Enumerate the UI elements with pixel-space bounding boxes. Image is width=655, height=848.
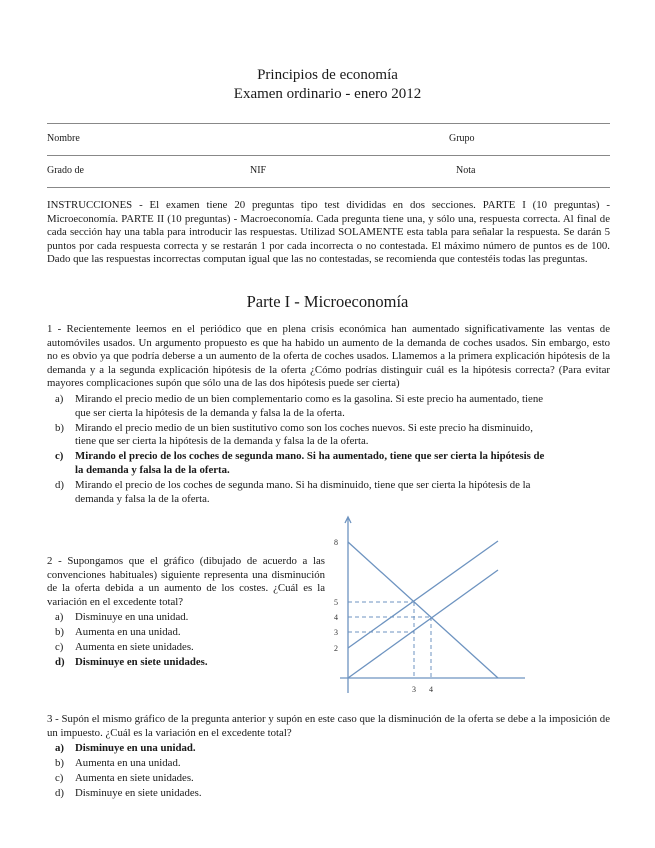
option-label: c) (55, 641, 64, 654)
option-text: Disminuye en una unidad. (75, 742, 196, 754)
field-nif: NIF (250, 165, 267, 176)
option-text: Aumenta en siete unidades. (75, 641, 194, 654)
option-text: Mirando el precio medio de un bien sustitutivo como son los coches nuevos. Si este precio ha disminuido, tiene que ser cierta la hipótesis de la demanda y falsa la de la oferta. (75, 421, 533, 448)
y-tick-label: 4 (334, 613, 338, 622)
y-tick-label: 2 (334, 644, 338, 653)
option-text: Aumenta en una unidad. (75, 626, 181, 639)
option-label: d) (55, 479, 64, 492)
option-a-correct (47, 742, 447, 756)
divider (47, 123, 610, 124)
field-nombre: Nombre (47, 133, 80, 144)
option-label: a) (55, 611, 64, 623)
field-grupo: Grupo (449, 133, 475, 144)
option-b (47, 626, 327, 640)
option-text: Mirando el precio de los coches de segunda mano. Si ha disminuido, tiene que ser cierta la hipótesis de la demanda y falsa la de la oferta. (75, 479, 531, 505)
option-d (47, 479, 547, 506)
option-b (47, 757, 447, 771)
instructions: INSTRUCCIONES - El examen tiene 20 preguntas tipo test divididas en dos secciones. PARTE I (10 preguntas) - Microeconomía. PARTE II (10 preguntas) - Macroeconomía. Cada pregunta tiene una, y sólo una, respuesta correcta. Al final de cada sección hay una tabla para introducir las respuestas. Utilizad SOLAMENTE esta tabla para señalar la respuesta. Se darán 5 puntos por cada respuesta correcta y se restarán 1 por cada incorrecta o no contestada. El máximo número de puntos es de 100. Dado que las respuestas incorrectas computan igual que las no contestadas, se recomienda que contestéis todas las preguntas. (47, 199, 610, 266)
section-title: Parte I - Microeconomía (246, 292, 409, 311)
option-a (47, 611, 327, 625)
option-c (47, 641, 327, 655)
x-tick-label: 3 (412, 685, 416, 694)
question-2-text: 2 - Supongamos que el gráfico (dibujado de acuerdo a las convenciones habituales) siguiente representa una disminución de la oferta debida a un aumento de los costes. ¿Cuál es la variación en el excedente total? (47, 555, 325, 608)
field-nota: Nota (456, 165, 476, 176)
exam-title: Principios de economía (257, 67, 398, 83)
question-1-text: 1 - Recientemente leemos en el periódico que en plena crisis económica han aumentado significativamente las ventas de automóviles usados. Un argumento propuesto es que ha habido un aumento de la demanda de coches usados. Sin embargo, esto no es obvio ya que podría deberse a un aumento de la oferta de coches usados. Llamemos a la primera explicación hipótesis de la demanda y a la segunda explicación hipótesis de la oferta ¿Cómo podrías distinguir cuál es la hipótesis correcta? (Para evitar mayores complicaciones supón que sólo una de las dos hipótesis puede ser cierta) (47, 323, 610, 390)
divider (47, 187, 610, 188)
option-label: c) (55, 450, 64, 463)
option-label: a) (55, 742, 64, 754)
option-text: Disminuye en una unidad. (75, 611, 189, 623)
y-tick-label: 3 (334, 628, 338, 637)
option-label: b) (55, 626, 64, 639)
x-tick-label: 4 (429, 685, 433, 694)
y-tick-label: 5 (334, 598, 338, 607)
exam-subtitle: Examen ordinario - enero 2012 (233, 86, 422, 102)
supply-demand-graph (320, 510, 530, 705)
question-3-options (47, 742, 447, 802)
y-tick-label: 8 (334, 538, 338, 547)
option-label: d) (55, 656, 65, 669)
option-text: Disminuye en siete unidades. (75, 787, 202, 800)
question-2-options (47, 611, 327, 671)
option-c-correct (47, 450, 547, 477)
option-label: b) (55, 757, 64, 770)
question-3-text: 3 - Supón el mismo gráfico de la pregunta anterior y supón en este caso que la disminución de la oferta se debe a la imposición de un impuesto. ¿Cuál es la variación en el excedente total? (47, 713, 610, 739)
option-text: Disminuye en siete unidades. (75, 656, 208, 669)
option-text: Aumenta en una unidad. (75, 757, 181, 770)
option-b (47, 422, 547, 449)
question-1-options (47, 393, 547, 508)
option-label: d) (55, 787, 64, 800)
supply-curve-original (348, 570, 498, 678)
option-text: Mirando el precio de los coches de segunda mano. Si ha aumentado, tiene que ser cierta la hipótesis de la demanda y falsa la de la oferta. (75, 450, 545, 476)
field-grado: Grado de (47, 165, 84, 176)
option-label: a) (55, 393, 64, 405)
option-text: Mirando el precio medio de un bien complementario como es la gasolina. Si este precio ha aumentado, tiene que ser cierta la hipótesis de la demanda y falsa la de la oferta. (75, 393, 544, 419)
option-label: b) (55, 421, 64, 434)
demand-curve (348, 542, 498, 678)
option-text: Aumenta en siete unidades. (75, 772, 194, 785)
divider (47, 155, 610, 156)
option-d (47, 787, 447, 801)
option-c (47, 772, 447, 786)
option-a (47, 393, 547, 420)
option-label: c) (55, 772, 64, 785)
option-d-correct (47, 656, 327, 670)
